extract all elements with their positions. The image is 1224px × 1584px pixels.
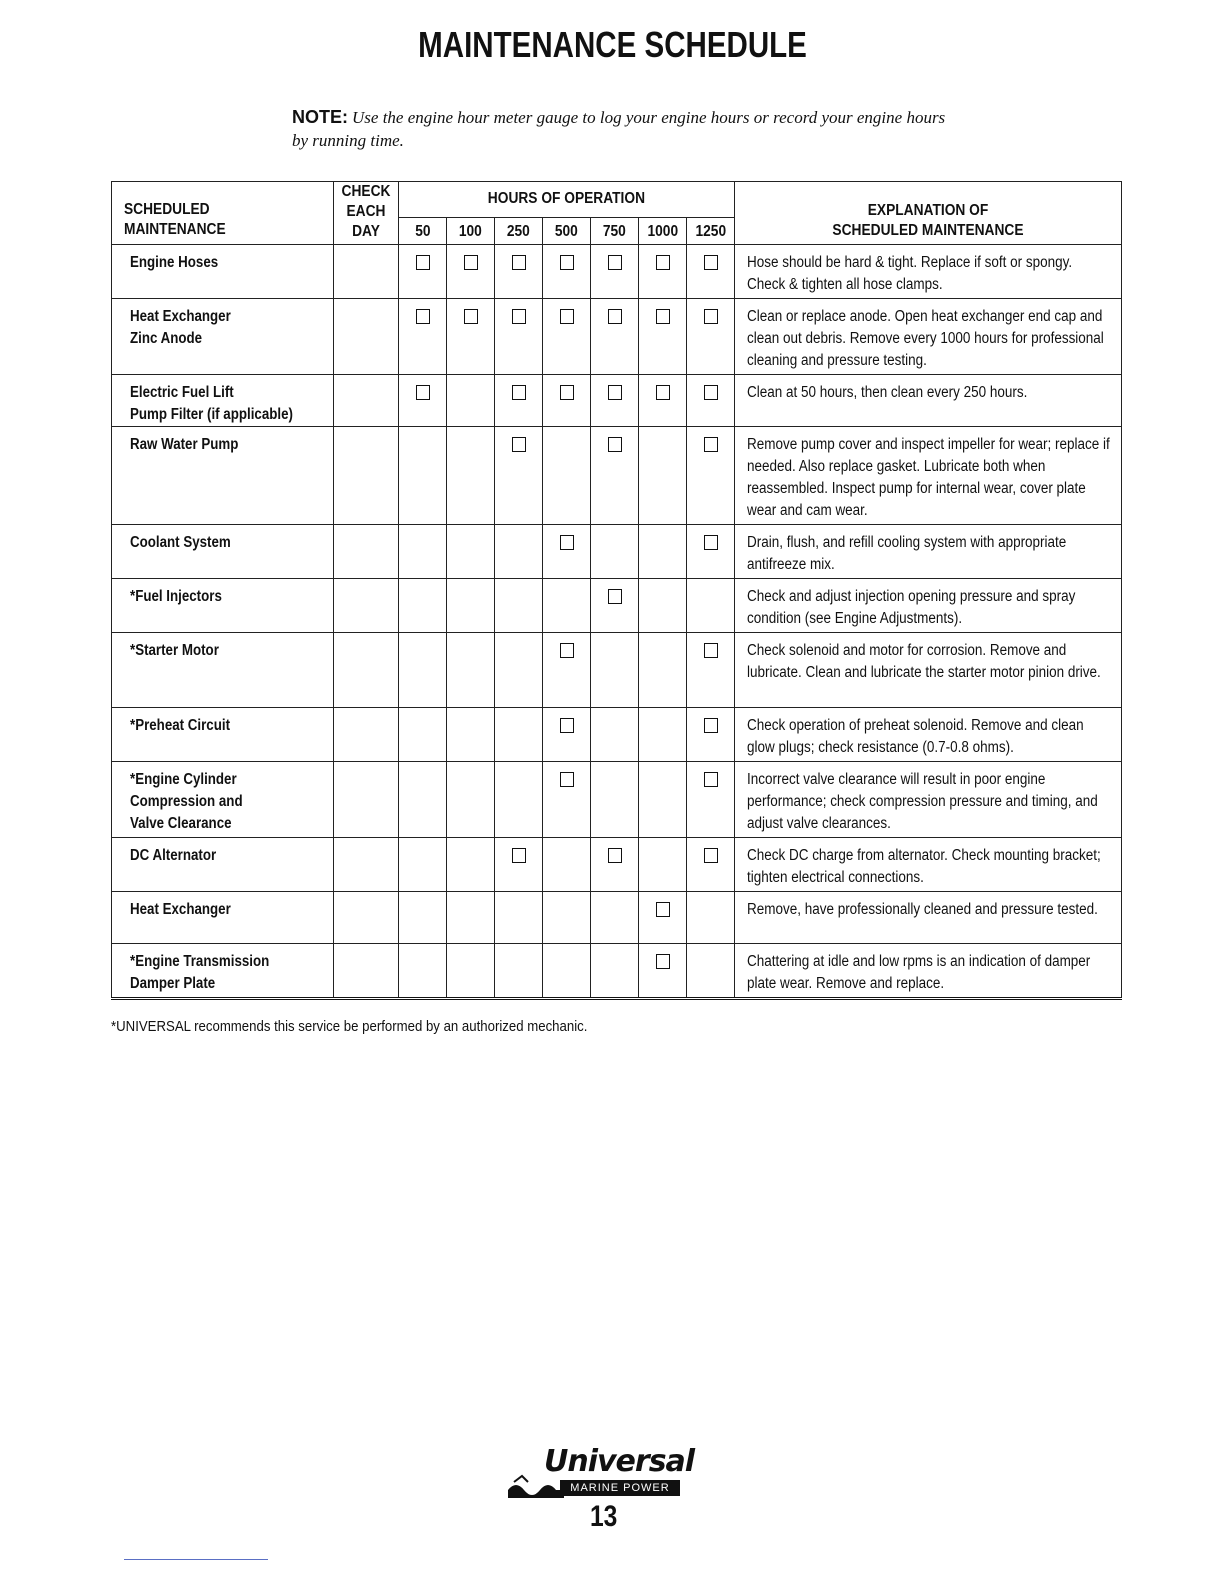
hour-cell-750: [591, 762, 639, 838]
check-each-day-cell: [334, 838, 399, 892]
checkbox[interactable]: [704, 718, 718, 733]
logo-brand: Universal: [544, 1444, 695, 1479]
maintenance-item: [112, 299, 334, 375]
hour-cell-1250: [687, 838, 735, 892]
maintenance-item: [112, 579, 334, 633]
note-label: NOTE:: [292, 107, 348, 127]
checkbox[interactable]: [656, 255, 670, 270]
check-each-day-cell: [334, 245, 399, 299]
hour-cell-750: [591, 245, 639, 299]
check-each-day-cell: [334, 892, 399, 944]
maintenance-item: [112, 944, 334, 999]
hour-cell-1250: [687, 375, 735, 427]
maintenance-item-label: Compression and: [130, 793, 243, 810]
hour-cell-50: [399, 762, 447, 838]
hour-cell-1250: [687, 427, 735, 525]
maintenance-item: [112, 633, 334, 708]
checkbox[interactable]: [608, 589, 622, 604]
hour-cell-50: [399, 892, 447, 944]
checkbox[interactable]: [560, 535, 574, 550]
table-row: [112, 708, 1122, 762]
hour-cell-750: [591, 944, 639, 999]
header-check-each-day-label: CHECK EACH DAY: [341, 183, 391, 240]
hour-cell-500: [543, 245, 591, 299]
hour-cell-250: [495, 579, 543, 633]
hour-cell-1000: [639, 708, 687, 762]
explanation-cell: [735, 375, 1122, 427]
hour-cell-500: [543, 944, 591, 999]
maintenance-item: [112, 892, 334, 944]
hour-cell-1000: [639, 944, 687, 999]
hour-cell-50: [399, 299, 447, 375]
checkbox[interactable]: [416, 255, 430, 270]
checkbox[interactable]: [704, 848, 718, 863]
maintenance-item-label: *Engine Cylinder: [130, 771, 237, 788]
checkbox[interactable]: [512, 309, 526, 324]
maintenance-item: [112, 427, 334, 525]
hour-cell-1000: [639, 245, 687, 299]
maintenance-item: [112, 525, 334, 579]
check-each-day-cell: [334, 762, 399, 838]
checkbox[interactable]: [656, 954, 670, 969]
hour-cell-50: [399, 633, 447, 708]
hour-cell-1000: [639, 375, 687, 427]
header-hour-750: [591, 217, 639, 244]
check-each-day-cell: [334, 944, 399, 999]
hour-cell-1250: [687, 525, 735, 579]
page-title: MAINTENANCE SCHEDULE: [418, 24, 807, 65]
checkbox[interactable]: [608, 385, 622, 400]
hour-cell-750: [591, 633, 639, 708]
hour-cell-100: [447, 633, 495, 708]
hour-cell-250: [495, 633, 543, 708]
table-row: [112, 892, 1122, 944]
note-text: Use the engine hour meter gauge to log your engine hours or record your engine hours by running time.: [292, 108, 946, 150]
explanation-text: Check solenoid and motor for corrosion. Remove and lubricate. Clean and lubricate the starter motor pinion drive.: [747, 642, 1101, 681]
universal-logo: [508, 1444, 695, 1500]
header-scheduled-maintenance: [112, 182, 334, 245]
checkbox[interactable]: [608, 437, 622, 452]
hour-cell-50: [399, 245, 447, 299]
explanation-cell: [735, 944, 1122, 999]
explanation-text: Clean or replace anode. Open heat exchanger end cap and clean out debris. Remove every 1000 hours for professional cleaning and pressure testing.: [747, 308, 1104, 369]
maintenance-item-label: Coolant System: [130, 534, 231, 551]
footnote: *UNIVERSAL recommends this service be performed by an authorized mechanic.: [111, 1018, 588, 1035]
check-each-day-cell: [334, 375, 399, 427]
hour-cell-1250: [687, 708, 735, 762]
explanation-text: Check operation of preheat solenoid. Remove and clean glow plugs; check resistance (0.7-0.8 ohms).: [747, 717, 1084, 756]
table-row: [112, 375, 1122, 427]
maintenance-item-label: Damper Plate: [130, 975, 216, 992]
hour-cell-500: [543, 762, 591, 838]
hour-cell-750: [591, 427, 639, 525]
explanation-text: Remove pump cover and inspect impeller for wear; replace if needed. Also replace gasket. Lubricate both when reassembled. Inspect pump for internal wear, cover plate wear and cam wear.: [747, 436, 1110, 519]
checkbox[interactable]: [704, 772, 718, 787]
maintenance-item-label: Heat Exchanger: [130, 901, 231, 918]
hour-cell-1000: [639, 762, 687, 838]
check-each-day-cell: [334, 708, 399, 762]
explanation-text: Check DC charge from alternator. Check mounting bracket; tighten electrical connections.: [747, 847, 1101, 886]
hour-cell-750: [591, 838, 639, 892]
explanation-text: Incorrect valve clearance will result in poor engine performance; check compression pressure and timing, and adjust valve clearances.: [747, 771, 1098, 832]
checkbox[interactable]: [560, 255, 574, 270]
header-hour-250: [495, 217, 543, 244]
hour-cell-100: [447, 525, 495, 579]
header-hour-50: [399, 217, 447, 244]
hour-cell-750: [591, 299, 639, 375]
explanation-cell: [735, 299, 1122, 375]
header-explanation: [735, 182, 1122, 245]
hour-cell-100: [447, 427, 495, 525]
hour-cell-1000: [639, 299, 687, 375]
hour-cell-250: [495, 708, 543, 762]
hour-cell-1250: [687, 579, 735, 633]
checkbox[interactable]: [512, 437, 526, 452]
checkbox[interactable]: [464, 309, 478, 324]
explanation-text: Drain, flush, and refill cooling system with appropriate antifreeze mix.: [747, 534, 1067, 573]
checkbox[interactable]: [704, 255, 718, 270]
hour-cell-100: [447, 944, 495, 999]
explanation-text: Remove, have professionally cleaned and pressure tested.: [747, 901, 1098, 918]
checkbox[interactable]: [656, 385, 670, 400]
hour-cell-1000: [639, 633, 687, 708]
header-hour-1000: [639, 217, 687, 244]
hour-cell-500: [543, 525, 591, 579]
checkbox[interactable]: [704, 643, 718, 658]
maintenance-item-label: Electric Fuel Lift: [130, 384, 234, 401]
table-row: [112, 427, 1122, 525]
hour-cell-1000: [639, 838, 687, 892]
hour-cell-100: [447, 375, 495, 427]
hour-cell-50: [399, 838, 447, 892]
checkbox[interactable]: [560, 718, 574, 733]
hour-cell-750: [591, 375, 639, 427]
table-row: [112, 579, 1122, 633]
maintenance-item: [112, 838, 334, 892]
maintenance-item-label: Valve Clearance: [130, 815, 232, 832]
check-each-day-cell: [334, 633, 399, 708]
hour-cell-1250: [687, 245, 735, 299]
logo-tagline: MARINE POWER: [560, 1480, 680, 1496]
hour-cell-50: [399, 375, 447, 427]
header-hour-label: 50: [414, 223, 431, 240]
maintenance-item: [112, 375, 334, 427]
hour-cell-100: [447, 579, 495, 633]
table-row: [112, 838, 1122, 892]
explanation-text: Chattering at idle and low rpms is an indication of damper plate wear. Remove and replace.: [747, 953, 1091, 992]
hour-cell-1000: [639, 579, 687, 633]
hour-cell-500: [543, 708, 591, 762]
maintenance-item-label: Raw Water Pump: [130, 436, 239, 453]
checkbox[interactable]: [560, 643, 574, 658]
hour-cell-500: [543, 579, 591, 633]
checkbox[interactable]: [512, 385, 526, 400]
hour-cell-750: [591, 892, 639, 944]
explanation-text: Hose should be hard & tight. Replace if soft or spongy. Check & tighten all hose clamps.: [747, 254, 1073, 293]
maintenance-item-label: *Preheat Circuit: [130, 717, 231, 734]
header-hour-500: [543, 217, 591, 244]
hour-cell-500: [543, 375, 591, 427]
hour-cell-250: [495, 944, 543, 999]
hour-cell-250: [495, 892, 543, 944]
hour-cell-50: [399, 944, 447, 999]
maintenance-item-label: *Fuel Injectors: [130, 588, 222, 605]
hour-cell-1250: [687, 299, 735, 375]
explanation-text: Check and adjust injection opening pressure and spray condition (see Engine Adjustments).: [747, 588, 1076, 627]
hour-cell-1000: [639, 525, 687, 579]
checkbox[interactable]: [704, 535, 718, 550]
explanation-text: Clean at 50 hours, then clean every 250 hours.: [747, 384, 1028, 401]
checkbox[interactable]: [464, 255, 478, 270]
table-row: [112, 525, 1122, 579]
header-scheduled-maintenance-label: SCHEDULED MAINTENANCE: [124, 201, 226, 238]
maintenance-item: [112, 762, 334, 838]
hour-cell-100: [447, 892, 495, 944]
explanation-cell: [735, 708, 1122, 762]
hour-cell-500: [543, 299, 591, 375]
header-hour-label: 100: [459, 223, 482, 240]
maintenance-item-label: Pump Filter (if applicable): [130, 406, 293, 423]
table-row: [112, 299, 1122, 375]
hour-cell-250: [495, 245, 543, 299]
maintenance-item-label: DC Alternator: [130, 847, 217, 864]
header-hour-label: 250: [507, 223, 530, 240]
hour-cell-1250: [687, 762, 735, 838]
note: [292, 106, 952, 152]
header-hour-1250: [687, 217, 735, 244]
explanation-cell: [735, 579, 1122, 633]
explanation-cell: [735, 245, 1122, 299]
header-hour-label: 500: [555, 223, 578, 240]
hour-cell-500: [543, 838, 591, 892]
checkbox[interactable]: [512, 848, 526, 863]
checkbox[interactable]: [608, 255, 622, 270]
hour-cell-100: [447, 762, 495, 838]
table-row: [112, 245, 1122, 299]
hour-cell-500: [543, 892, 591, 944]
header-hour-label: 1000: [647, 223, 678, 240]
table-row: [112, 633, 1122, 708]
header-check-each-day: [334, 182, 399, 245]
header-hour-100: [447, 217, 495, 244]
explanation-cell: [735, 525, 1122, 579]
checkbox[interactable]: [560, 385, 574, 400]
header-hour-label: 750: [603, 223, 626, 240]
page-number: 13: [590, 1500, 618, 1533]
check-each-day-cell: [334, 525, 399, 579]
hour-cell-250: [495, 838, 543, 892]
header-hours-of-operation: [399, 182, 735, 218]
checkbox[interactable]: [704, 385, 718, 400]
hour-cell-250: [495, 427, 543, 525]
maintenance-item: [112, 708, 334, 762]
hour-cell-1250: [687, 892, 735, 944]
maintenance-item-label: Heat Exchanger: [130, 308, 231, 325]
explanation-cell: [735, 762, 1122, 838]
hour-cell-50: [399, 525, 447, 579]
checkbox[interactable]: [560, 309, 574, 324]
explanation-cell: [735, 427, 1122, 525]
maintenance-item-label: Zinc Anode: [130, 330, 203, 347]
hour-cell-500: [543, 427, 591, 525]
hour-cell-100: [447, 708, 495, 762]
hour-cell-100: [447, 299, 495, 375]
checkbox[interactable]: [560, 772, 574, 787]
maintenance-item-label: *Engine Transmission: [130, 953, 270, 970]
checkbox[interactable]: [416, 309, 430, 324]
check-each-day-cell: [334, 579, 399, 633]
hour-cell-1250: [687, 944, 735, 999]
check-each-day-cell: [334, 299, 399, 375]
explanation-cell: [735, 892, 1122, 944]
header-explanation-label: EXPLANATION OF SCHEDULED MAINTENANCE: [832, 202, 1024, 239]
hour-cell-1000: [639, 892, 687, 944]
checkbox[interactable]: [704, 309, 718, 324]
header-hour-label: 1250: [695, 223, 726, 240]
checkbox[interactable]: [656, 902, 670, 917]
checkbox[interactable]: [512, 255, 526, 270]
hour-cell-50: [399, 427, 447, 525]
hour-cell-1250: [687, 633, 735, 708]
header-hours-of-operation-label: HOURS OF OPERATION: [487, 190, 646, 208]
hour-cell-1000: [639, 427, 687, 525]
hour-cell-750: [591, 708, 639, 762]
hour-cell-50: [399, 579, 447, 633]
explanation-cell: [735, 838, 1122, 892]
checkbox[interactable]: [608, 309, 622, 324]
hour-cell-500: [543, 633, 591, 708]
checkbox[interactable]: [608, 848, 622, 863]
maintenance-item: [112, 245, 334, 299]
hour-cell-750: [591, 579, 639, 633]
hour-cell-100: [447, 838, 495, 892]
hour-cell-100: [447, 245, 495, 299]
table-row: [112, 762, 1122, 838]
hour-cell-750: [591, 525, 639, 579]
hour-cell-250: [495, 525, 543, 579]
hour-cell-250: [495, 762, 543, 838]
explanation-cell: [735, 633, 1122, 708]
check-each-day-cell: [334, 427, 399, 525]
checkbox[interactable]: [704, 437, 718, 452]
divider: [124, 1559, 268, 1560]
maintenance-item-label: Engine Hoses: [130, 254, 219, 271]
hour-cell-50: [399, 708, 447, 762]
hour-cell-250: [495, 299, 543, 375]
maintenance-item-label: *Starter Motor: [130, 642, 219, 659]
hour-cell-250: [495, 375, 543, 427]
table-row: [112, 944, 1122, 999]
maintenance-table: [111, 181, 1122, 1000]
checkbox[interactable]: [656, 309, 670, 324]
checkbox[interactable]: [416, 385, 430, 400]
